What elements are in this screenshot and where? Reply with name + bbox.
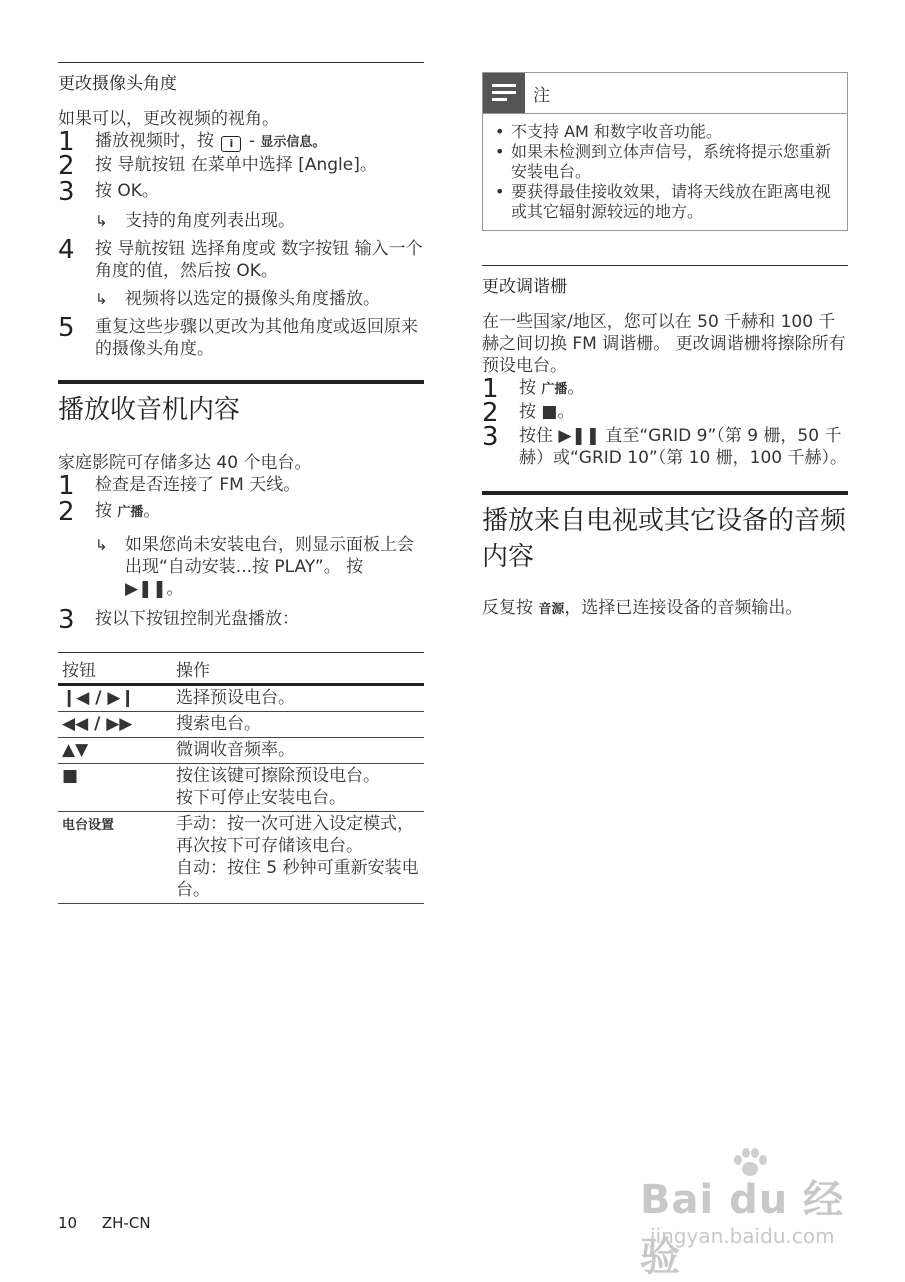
note-box — [482, 72, 848, 231]
table-row — [58, 712, 424, 738]
right-column — [482, 62, 848, 621]
key-cell: ■ — [58, 764, 172, 812]
step-2: 2 按 导航按钮 在菜单中选择 [Angle]。 — [58, 151, 377, 181]
key-cell: ▲▼ — [58, 738, 172, 764]
action-cell: 微调收音频率。 — [172, 738, 424, 764]
language-code: ZH-CN — [101, 1214, 151, 1232]
camera-angle-steps — [58, 127, 424, 360]
list-item: • 如果未检测到立体声信号，系统将提示您重新安装电台。 — [495, 142, 832, 181]
note-icon — [483, 73, 525, 113]
note-list — [483, 113, 847, 230]
step-5: 5 重复这些步骤以更改为其他角度或返回原来的摄像头角度。 — [58, 313, 418, 359]
step-2: 2 按 ■。 — [482, 398, 575, 428]
table-row — [58, 685, 424, 712]
grid-heading: 更改调谐栅 — [482, 277, 567, 297]
camera-angle-heading: 更改摄像头角度 — [58, 74, 177, 94]
page-footer — [58, 1214, 171, 1232]
audio-section-title: 播放来自电视或其它设备的音频内容 — [482, 506, 847, 572]
radio-controls-table — [58, 652, 424, 904]
table-header-row — [58, 653, 424, 685]
step-3-result: ↳ 支持的角度列表出现。 — [95, 211, 295, 231]
result-arrow-icon: ↳ — [95, 290, 108, 308]
action-cell: 手动：按一次可进入设定模式，再次按下可存储该电台。 自动：按住 5 秒钟可重新安装电台。 — [172, 812, 424, 904]
grid-steps — [482, 374, 848, 469]
left-column — [58, 62, 424, 904]
step-1: 1 检查是否连接了 FM 天线。 — [58, 471, 301, 501]
action-cell: 按住该键可擦除预设电台。 按下可停止安装电台。 — [172, 764, 424, 812]
list-item: • 要获得最佳接收效果，请将天线放在距离电视或其它辐射源较远的地方。 — [495, 182, 832, 221]
action-cell: 选择预设电台。 — [172, 685, 424, 712]
action-cell: 搜索电台。 — [172, 712, 424, 738]
watermark-brand: Bai du 经验 — [640, 1177, 845, 1280]
step-4: 4 按 导航按钮 选择角度或 数字按钮 输入一个角度的值，然后按 OK。 — [58, 235, 423, 281]
list-item: • 不支持 AM 和数字收音功能。 — [495, 122, 722, 141]
step-1: 1 播放视频时，按 i - 显示信息。 — [58, 127, 326, 157]
radio-intro: 家庭影院可存储多达 40 个电台。 — [58, 453, 312, 473]
radio-section-title: 播放收音机内容 — [58, 395, 241, 425]
step-1: 1 按 广播。 — [482, 374, 585, 404]
table-row — [58, 738, 424, 764]
table-row — [58, 764, 424, 812]
note-header — [483, 73, 847, 113]
info-icon: i — [221, 136, 241, 152]
table-row — [58, 812, 424, 904]
step-2: 2 按 广播。 — [58, 497, 161, 527]
step-2-result: ↳ 如果您尚未安装电台，则显示面板上会出现“自动安装...按 PLAY”。 按 ▶❚❚。 — [95, 535, 414, 599]
result-arrow-icon: ↳ — [95, 212, 108, 230]
note-label: 注 — [533, 85, 550, 106]
audio-text: 反复按 音源，选择已连接设备的音频输出。 — [482, 598, 803, 618]
step-3: 3 按住 ▶❚❚ 直至“GRID 9”（第 9 栅，50 千赫）或“GRID 10”（第 10 栅，100 千赫）。 — [482, 422, 848, 468]
grid-intro: 在一些国家/地区，您可以在 50 千赫和 100 千赫之间切换 FM 调谐栅。 更改调谐栅将擦除所有预设电台。 — [482, 312, 846, 376]
step-3: 3 按以下按钮控制光盘播放： — [58, 605, 299, 635]
page-number: 10 — [58, 1214, 78, 1232]
key-cell: ◀◀ / ▶▶ — [58, 712, 172, 738]
result-arrow-icon: ↳ — [95, 536, 108, 554]
column-header: 操作 — [172, 653, 424, 685]
camera-angle-intro: 如果可以，更改视频的视角。 — [58, 109, 279, 129]
step-3: 3 按 OK。 — [58, 177, 159, 207]
step-4-result: ↳ 视频将以选定的摄像头角度播放。 — [95, 289, 380, 309]
key-cell: 电台设置 — [58, 812, 172, 904]
key-cell: ❙◀ / ▶❙ — [58, 685, 172, 712]
watermark — [640, 1148, 880, 1280]
watermark-url: jingyan.baidu.com — [650, 1224, 835, 1248]
column-header: 按钮 — [58, 653, 172, 685]
radio-steps — [58, 471, 424, 635]
